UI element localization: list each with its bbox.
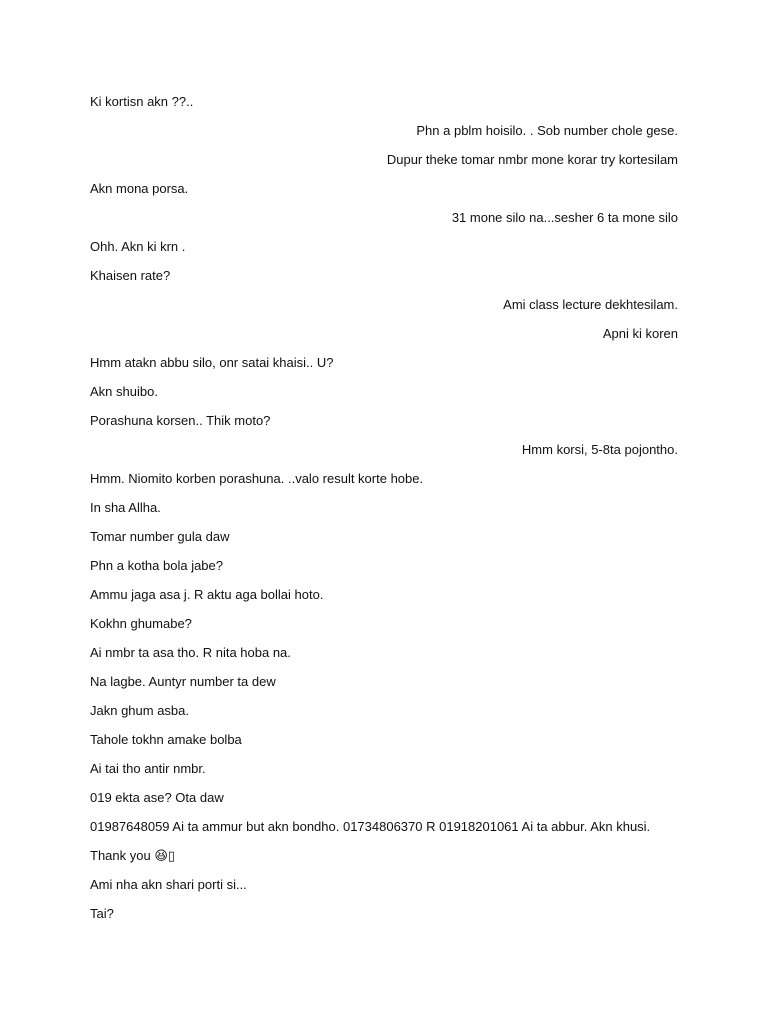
chat-line: Ai tai tho antir nmbr. [90,761,206,776]
chat-line: Apni ki koren [602,326,678,341]
chat-line: Ohh. Akn ki krn . [90,239,186,254]
chat-line: Tahole tokhn amake bolba [90,732,242,747]
chat-line: Ami nha akn shari porti si... [90,877,247,892]
chat-line: Hmm atakn abbu silo, onr satai khaisi.. U? [90,355,334,370]
chat-line: Tomar number gula daw [90,529,230,544]
chat-line: Kokhn ghumabe? [90,616,192,631]
chat-line: 01987648059 Ai ta ammur but akn bondho. 01734806370 R 01918201061 Ai ta abbur. Akn khusi. [90,819,651,834]
chat-line: Na lagbe. Auntyr number ta dew [90,674,276,689]
chat-line: Hmm. Niomito korben porashuna. ..valo result korte hobe. [90,471,424,486]
chat-line: Akn mona porsa. [90,181,189,196]
chat-line: 31 mone silo na...sesher 6 ta mone silo [451,210,678,225]
chat-line: Phn a pblm hoisilo. . Sob number chole gese. [416,123,678,138]
document-page [90,92,678,933]
chat-line: Tai? [90,906,114,921]
chat-line: Akn shuibo. [90,384,158,399]
chat-line: Porashuna korsen.. Thik moto? [90,413,271,428]
chat-line: Ai nmbr ta asa tho. R nita hoba na. [90,645,291,660]
chat-line: Dupur theke tomar nmbr mone korar try kortesilam [386,152,678,167]
chat-line: Ami class lecture dekhtesilam. [503,297,678,312]
chat-line: Thank you 😆▯ [90,848,176,863]
chat-line: 019 ekta ase? Ota daw [90,790,224,805]
chat-line: Khaisen rate? [90,268,171,283]
chat-line: Ammu jaga asa j. R aktu aga bollai hoto. [90,587,324,602]
chat-line: Hmm korsi, 5-8ta pojontho. [521,442,678,457]
chat-line: In sha Allha. [90,500,161,515]
chat-line: Ki kortisn akn ??.. [90,94,194,109]
chat-line: Phn a kotha bola jabe? [90,558,223,573]
chat-line: Jakn ghum asba. [90,703,190,718]
